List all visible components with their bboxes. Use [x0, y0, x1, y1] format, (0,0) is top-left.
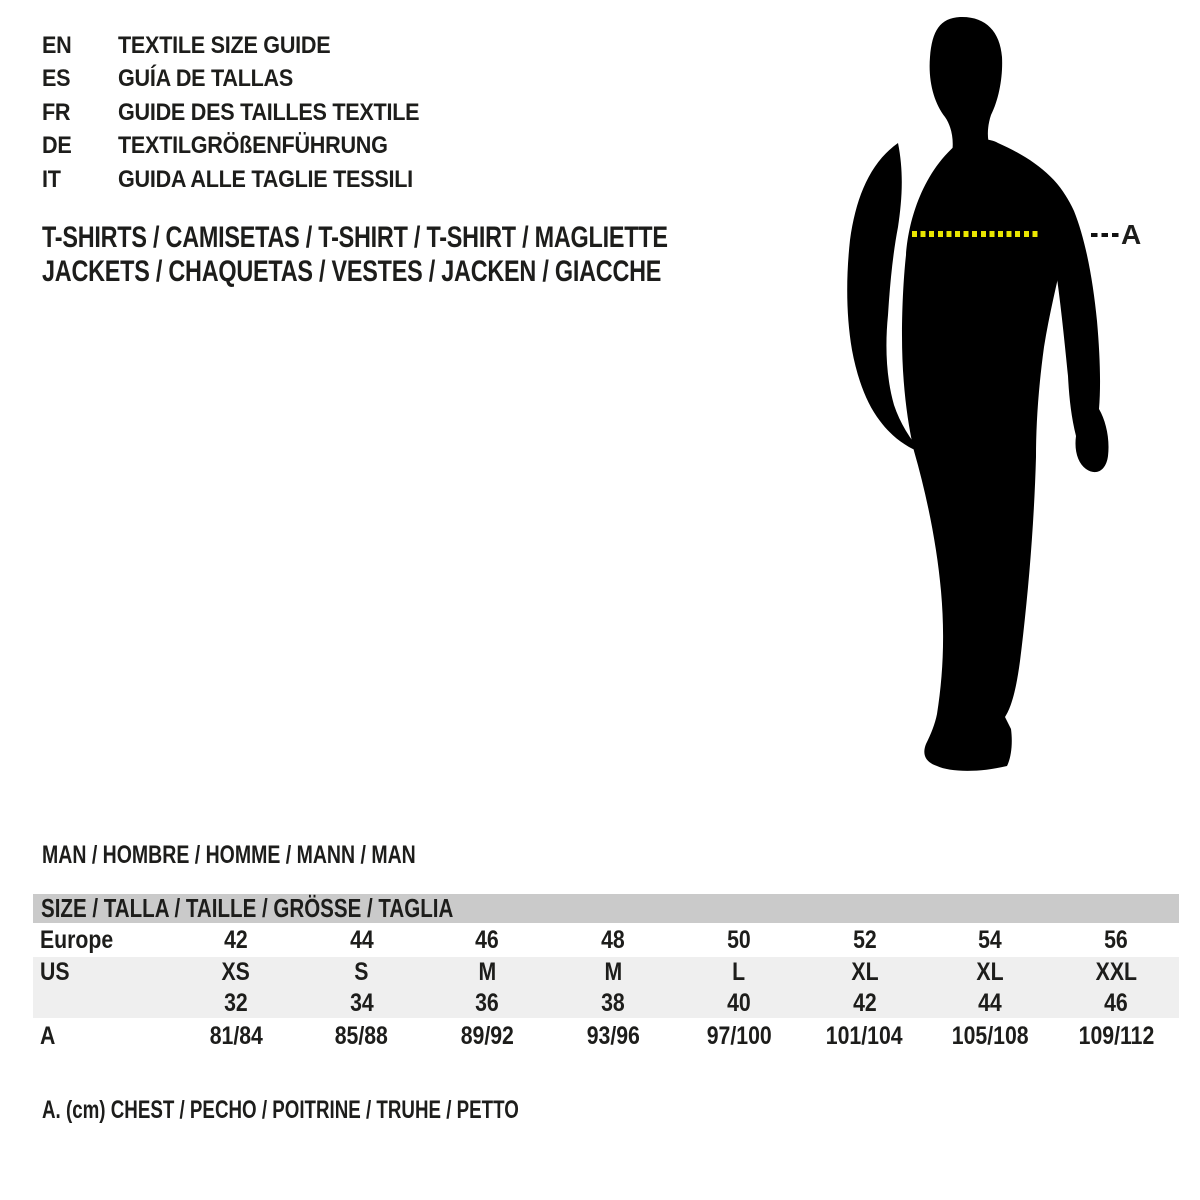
lang-code: DE [42, 132, 72, 160]
row-label: US [40, 958, 70, 986]
lang-row-de [42, 130, 453, 164]
category-lines [42, 221, 844, 289]
table-row-europe [33, 923, 1179, 957]
size-cell: 46 [475, 925, 500, 954]
category-jackets: JACKETS / CHAQUETAS / VESTES / JACKEN / GIACCHE [42, 255, 662, 288]
size-cell: 38 [601, 988, 625, 1017]
size-cell: 46 [1104, 988, 1128, 1017]
row-label: Europe [40, 925, 114, 954]
size-cell: XXL [1095, 958, 1137, 986]
size-cell: 44 [349, 925, 374, 954]
lang-label: GUIDE DES TAILLES TEXTILE [118, 98, 420, 126]
size-cell: 97/100 [706, 1021, 772, 1050]
lang-code: FR [42, 98, 71, 126]
measurement-figure [840, 15, 1140, 795]
language-list [42, 29, 453, 197]
size-cell: 36 [475, 988, 500, 1017]
size-cell: 34 [349, 988, 374, 1017]
lang-row-es [42, 63, 453, 97]
size-cell: 93/96 [586, 1021, 640, 1050]
lang-row-it [42, 163, 453, 197]
lang-label: TEXTILE SIZE GUIDE [118, 31, 331, 59]
row-label: A [40, 1021, 56, 1050]
measure-pointer-dashes [1091, 233, 1120, 237]
size-cell: 54 [978, 925, 1003, 954]
size-cell: 109/112 [1078, 1021, 1154, 1050]
size-cell: M [604, 958, 622, 986]
size-cell: L [732, 958, 746, 986]
size-cell: 52 [852, 925, 877, 954]
category-tshirts: T-SHIRTS / CAMISETAS / T-SHIRT / T-SHIRT / MAGLIETTE [42, 221, 668, 254]
size-cell: XS [221, 958, 251, 986]
size-cell: 85/88 [335, 1021, 389, 1050]
size-cell: 32 [224, 988, 248, 1017]
lang-row-fr [42, 96, 453, 130]
lang-code: EN [42, 31, 72, 59]
size-cell: S [354, 958, 369, 986]
size-cell: 105/108 [951, 1021, 1029, 1050]
table-row-chest [33, 1018, 1179, 1054]
size-cell: 48 [601, 925, 625, 954]
lang-code: IT [42, 165, 61, 193]
man-silhouette [840, 15, 1140, 795]
size-cell: 89/92 [460, 1021, 514, 1050]
lang-label: GUIDA ALLE TAGLIE TESSILI [118, 165, 413, 193]
measure-marker-label: A [1121, 219, 1142, 250]
lang-label: TEXTILGRÖßENFÜHRUNG [118, 132, 388, 160]
table-row-numeric [33, 988, 1179, 1018]
size-cell: XL [851, 958, 879, 986]
size-cell: M [478, 958, 497, 986]
size-cell: 42 [852, 988, 877, 1017]
size-table [33, 894, 1179, 1054]
section-title-man: MAN / HOMBRE / HOMME / MANN / MAN [42, 840, 416, 869]
silhouette-head [930, 17, 1003, 154]
lang-code: ES [42, 65, 71, 93]
size-table-header: SIZE / TALLA / TAILLE / GRÖSSE / TAGLIA [33, 894, 1179, 923]
size-cell: 40 [727, 988, 751, 1017]
size-cell: 42 [224, 925, 248, 954]
size-cell: 101/104 [826, 1021, 904, 1050]
lang-row-en [42, 29, 453, 63]
lang-label: GUÍA DE TALLAS [118, 65, 294, 93]
table-row-us [33, 957, 1179, 988]
measurement-footnote: A. (cm) CHEST / PECHO / POITRINE / TRUHE / PETTO [42, 1095, 519, 1124]
size-cell: 44 [978, 988, 1003, 1017]
size-cell: 56 [1104, 925, 1128, 954]
size-cell: 50 [727, 925, 751, 954]
size-cell: XL [976, 958, 1004, 986]
chest-measure-dotted-line [912, 231, 1039, 237]
size-cell: 81/84 [209, 1021, 263, 1050]
